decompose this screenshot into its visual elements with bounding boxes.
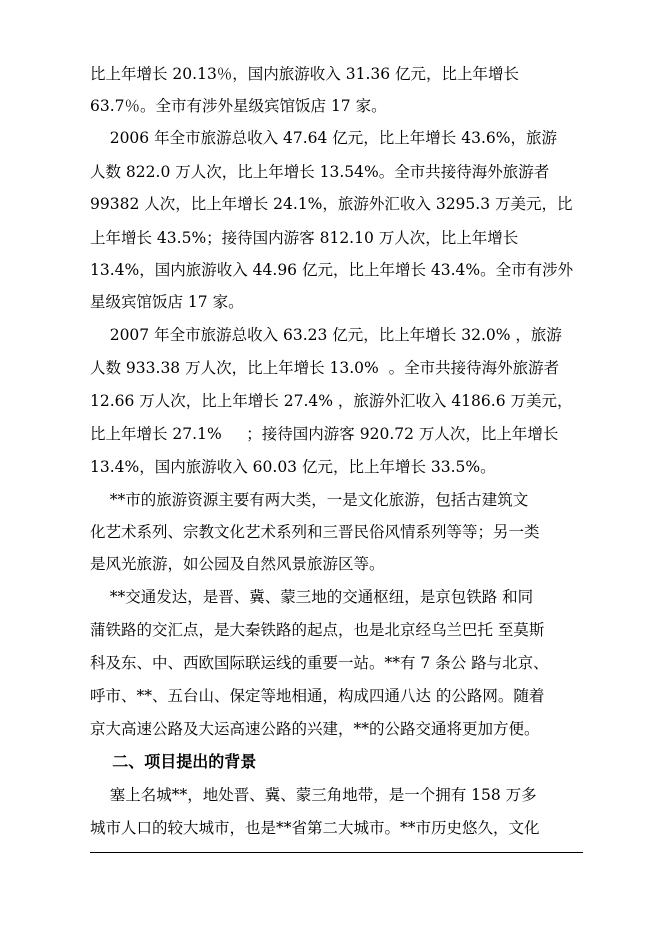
body-line: 2006 年全市旅游总收入 47.64 亿元，比上年增长 43.6%，旅游 (90, 129, 557, 147)
body-line: 12.66 万人次，比上年增长 27.4% ，旅游外汇收入 4186.6 万美元， (90, 392, 573, 410)
body-line: **市的旅游资源主要有两大类，一是文化旅游，包括古建筑文 (90, 491, 529, 509)
footer-rule (90, 852, 583, 853)
body-line: 比上年增长 27.1% ；接待国内游客 920.72 万人次，比上年增长 (90, 425, 559, 443)
body-line: 城市人口的较大城市，也是**省第二大城市。**市历史悠久，文化 (90, 819, 540, 837)
body-line: 比上年增长 20.13％，国内旅游收入 31.36 亿元，比上年增长 (90, 65, 520, 83)
body-line: 2007 年全市旅游总收入 63.23 亿元，比上年增长 32.0% ，旅游 (90, 326, 562, 344)
body-line: 化艺术系列、宗教文化艺术系列和三晋民俗风情系列等等；另一类 (90, 523, 540, 541)
body-line: 13.4%，国内旅游收入 60.03 亿元，比上年增长 33.5%。 (90, 458, 496, 476)
body-line: **交通发达，是晋、冀、蒙三地的交通枢纽，是京包铁路 和同 (90, 588, 534, 606)
body-line: 13.4%，国内旅游收入 44.96 亿元，比上年增长 43.4%。全市有涉外 (90, 261, 574, 279)
body-line: 塞上名城**，地处晋、冀、蒙三角地带，是一个拥有 158 万多 (90, 786, 537, 804)
body-line: 蒲铁路的交汇点，是大秦铁路的起点，也是北京经乌兰巴托 至莫斯 (90, 621, 545, 639)
body-line: 人数 933.38 万人次，比上年增长 13.0% 。全市共接待海外旅游者 (90, 359, 560, 377)
section-heading: 二、项目提出的背景 (90, 752, 257, 771)
body-line: 是风光旅游，如公园及自然风景旅游区等。 (90, 555, 385, 573)
body-line: 人数 822.0 万人次，比上年增长 13.54%。全市共接待海外旅游者 (90, 163, 550, 181)
body-line: 99382 人次，比上年增长 24.1%，旅游外汇收入 3295.3 万美元，比 (90, 195, 573, 213)
body-line: 星级宾馆饭店 17 家。 (90, 293, 244, 311)
body-line: 63.7％。全市有涉外星级宾馆饭店 17 家。 (90, 97, 387, 115)
body-line: 科及东、中、西欧国际联运线的重要一站。**有 7 条公 路与北京、 (90, 654, 549, 672)
body-line: 上年增长 43.5%；接待国内游客 812.10 万人次，比上年增长 (90, 229, 519, 247)
body-line: 京大高速公路及大运高速公路的兴建，**的公路交通将更加方便。 (90, 720, 540, 738)
body-line: 呼市、**、五台山、保定等地相通，构成四通八达 的公路网。随着 (90, 687, 545, 705)
